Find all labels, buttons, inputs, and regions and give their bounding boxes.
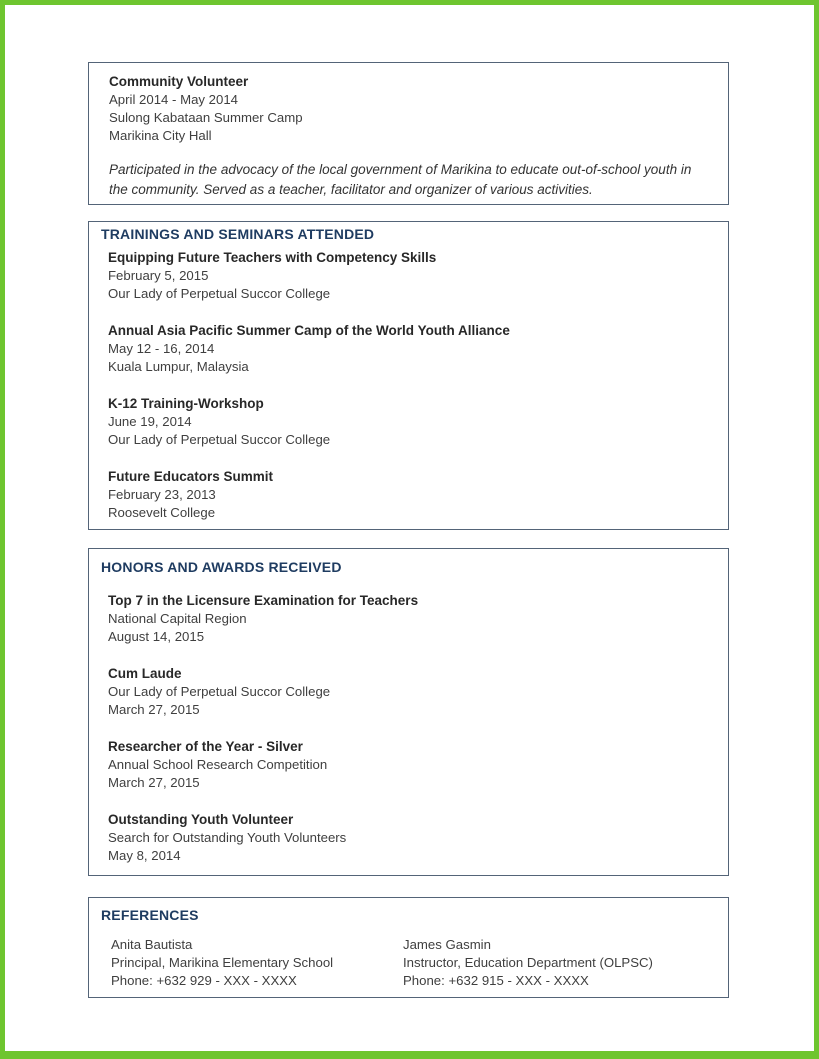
training-entry (108, 249, 716, 303)
honor-entry (108, 665, 716, 719)
entry-detail: August 14, 2015 (108, 629, 205, 644)
honor-entry (108, 738, 716, 792)
entry-location: Marikina City Hall (109, 128, 212, 143)
entry-title: Annual Asia Pacific Summer Camp of the World Youth Alliance (108, 323, 510, 338)
entry-detail: February 23, 2013 (108, 487, 216, 502)
entry-detail: Our Lady of Perpetual Succor College (108, 684, 331, 699)
entry-detail: Annual School Research Competition (108, 757, 328, 772)
entry-title: K-12 Training-Workshop (108, 396, 264, 411)
contact-phone: Phone: +632 915 - XXX - XXXX (403, 973, 589, 988)
section-heading-trainings: TRAININGS AND SEMINARS ATTENDED (101, 226, 375, 242)
entry-detail: May 8, 2014 (108, 848, 181, 863)
entry-detail: June 19, 2014 (108, 414, 192, 429)
entry-title: Researcher of the Year - Silver (108, 739, 303, 754)
contact-role: Principal, Marikina Elementary School (111, 955, 334, 970)
entry-detail: Our Lady of Perpetual Succor College (108, 432, 331, 447)
trainings-card (88, 221, 729, 530)
reference-contact (111, 936, 403, 990)
entry-title: Equipping Future Teachers with Competency Skills (108, 250, 437, 265)
contact-role: Instructor, Education Department (OLPSC) (403, 955, 653, 970)
entry-organization: Sulong Kabataan Summer Camp (109, 110, 303, 125)
entry-title: Community Volunteer (109, 74, 249, 89)
volunteer-entry (109, 73, 708, 145)
references-card (88, 897, 729, 998)
contact-name: James Gasmin (403, 937, 491, 952)
training-entry (108, 322, 716, 376)
entry-title: Top 7 in the Licensure Examination for Teachers (108, 593, 419, 608)
entry-detail: National Capital Region (108, 611, 247, 626)
section-heading-honors: HONORS AND AWARDS RECEIVED (101, 559, 342, 575)
entry-detail: Search for Outstanding Youth Volunteers (108, 830, 347, 845)
entry-title: Cum Laude (108, 666, 182, 681)
entry-title: Future Educators Summit (108, 469, 274, 484)
honors-card (88, 548, 729, 876)
entry-detail: Roosevelt College (108, 505, 216, 520)
community-volunteer-card (88, 62, 729, 205)
training-entry (108, 468, 716, 522)
volunteer-description: Participated in the advocacy of the local government of Marikina to educate out-of-school youth in the community. Served as a teacher, facilitator and organizer of various activities. (109, 162, 692, 197)
entry-detail: May 12 - 16, 2014 (108, 341, 215, 356)
contact-phone: Phone: +632 929 - XXX - XXXX (111, 973, 297, 988)
honor-entry (108, 811, 716, 865)
section-heading-references: REFERENCES (101, 907, 199, 923)
reference-contact (403, 936, 716, 990)
entry-detail: Kuala Lumpur, Malaysia (108, 359, 249, 374)
entry-dates: April 2014 - May 2014 (109, 92, 239, 107)
entry-detail: February 5, 2015 (108, 268, 209, 283)
honor-entry (108, 592, 716, 646)
references-columns (111, 936, 716, 990)
entry-title: Outstanding Youth Volunteer (108, 812, 294, 827)
entry-detail: March 27, 2015 (108, 775, 200, 790)
entry-detail: Our Lady of Perpetual Succor College (108, 286, 331, 301)
training-entry (108, 395, 716, 449)
entry-detail: March 27, 2015 (108, 702, 200, 717)
contact-name: Anita Bautista (111, 937, 193, 952)
